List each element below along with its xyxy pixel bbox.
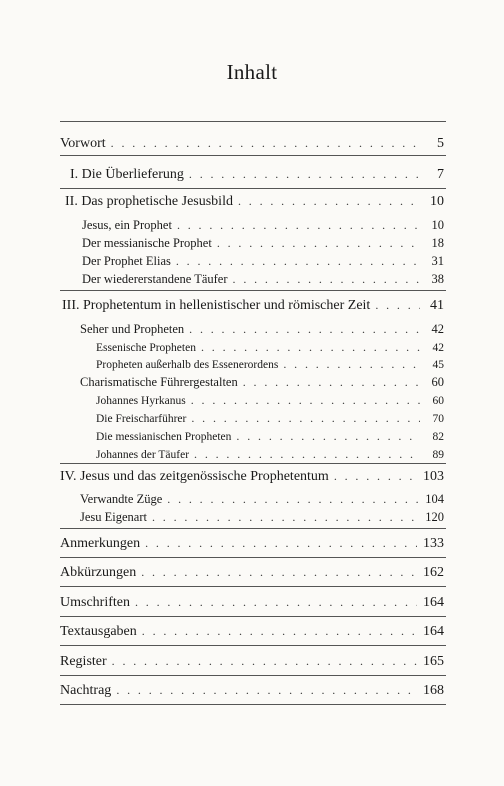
- leader-dots: [283, 358, 420, 370]
- toc-entry-label: Der wiedererstandene Täufer: [82, 272, 228, 286]
- toc-entry[interactable]: [80, 493, 444, 506]
- toc-entry-label: Johannes der Täufer: [96, 449, 190, 461]
- leader-dots: [238, 195, 420, 207]
- toc-entry-label: IV. Jesus und das zeitgenössische Prophetentum: [60, 469, 329, 484]
- toc-entry-page: 45: [432, 359, 444, 371]
- leader-dots: [191, 412, 420, 424]
- toc-entry-chapter-4[interactable]: [60, 470, 444, 484]
- toc-entry-page: 70: [432, 413, 444, 425]
- divider: [60, 586, 446, 587]
- divider: [60, 645, 446, 646]
- toc-entry-page: 18: [431, 236, 444, 250]
- toc-entry-page: 165: [423, 654, 444, 669]
- divider: [60, 557, 446, 558]
- leader-dots: [135, 596, 417, 608]
- toc-entry-label: Vorwort: [60, 136, 106, 151]
- toc-entry-label: Propheten außerhalb des Essenerordens: [96, 359, 279, 371]
- toc-entry-label: III. Prophetentum in hellenistischer und römischer Zeit: [62, 298, 371, 313]
- toc-entry[interactable]: [82, 219, 444, 232]
- leader-dots: [112, 655, 417, 667]
- toc-entry[interactable]: [96, 394, 444, 408]
- divider: [60, 290, 446, 291]
- toc-entry-chapter-3[interactable]: [62, 299, 444, 313]
- divider: [60, 704, 446, 705]
- toc-entry[interactable]: [96, 430, 444, 444]
- leader-dots: [201, 341, 420, 353]
- leader-dots: [194, 448, 420, 460]
- toc-entry-nachtrag[interactable]: [60, 684, 444, 698]
- page-title: Inhalt: [226, 60, 278, 84]
- toc-entry-label: Der Prophet Elias: [82, 254, 171, 268]
- toc-entry-page: 31: [431, 254, 444, 268]
- leader-dots: [141, 566, 417, 578]
- toc-entry-page: 89: [432, 449, 444, 461]
- toc-entry[interactable]: [96, 448, 444, 462]
- toc-entry[interactable]: [80, 323, 444, 336]
- toc-entry[interactable]: [96, 412, 444, 426]
- toc-entry-label: Johannes Hyrkanus: [96, 395, 186, 407]
- toc-entry-page: 41: [430, 298, 444, 313]
- toc-entry-vorwort[interactable]: [60, 137, 444, 151]
- toc-entry[interactable]: [80, 376, 444, 389]
- toc-entry-page: 42: [432, 342, 444, 354]
- divider: [60, 155, 446, 156]
- toc-entry-label: Seher und Propheten: [80, 322, 185, 336]
- toc-entry-page: 42: [431, 322, 444, 336]
- leader-dots: [111, 137, 420, 149]
- leader-dots: [191, 394, 420, 406]
- toc-entry[interactable]: [96, 341, 444, 355]
- toc-entry-page: 7: [437, 167, 444, 182]
- divider: [60, 675, 446, 676]
- leader-dots: [142, 625, 417, 637]
- toc-entry-page: 164: [423, 595, 444, 610]
- toc-entry-page: 10: [430, 194, 444, 209]
- toc-entry-label: Textausgaben: [60, 624, 137, 639]
- toc-entry-textausgaben[interactable]: [60, 625, 444, 639]
- leader-dots: [167, 493, 419, 505]
- toc-entry-page: 38: [431, 272, 444, 286]
- leader-dots: [189, 168, 420, 180]
- toc-entry[interactable]: [82, 273, 444, 286]
- leader-dots: [176, 255, 420, 267]
- toc-entry-chapter-1[interactable]: [70, 168, 444, 182]
- toc-entry-label: Die messianischen Propheten: [96, 431, 232, 443]
- toc-entry-page: 164: [423, 624, 444, 639]
- toc-entry-page: 82: [432, 431, 444, 443]
- toc-entry-label: Register: [60, 654, 107, 669]
- leader-dots: [243, 376, 420, 388]
- toc-entry-chapter-2[interactable]: [65, 195, 444, 209]
- toc-entry-page: 60: [431, 375, 444, 389]
- leader-dots: [177, 219, 420, 231]
- divider: [60, 616, 446, 617]
- toc-entry-label: Essenische Propheten: [96, 342, 196, 354]
- toc-entry-label: II. Das prophetische Jesusbild: [65, 194, 233, 209]
- toc-entry-page: 162: [423, 565, 444, 580]
- toc-entry-label: Der messianische Prophet: [82, 236, 212, 250]
- toc-entry[interactable]: [96, 358, 444, 372]
- leader-dots: [152, 511, 419, 523]
- toc-entry-label: Verwandte Züge: [80, 492, 163, 506]
- toc-entry-page: 133: [423, 536, 444, 551]
- toc-entry-page: 120: [425, 510, 444, 524]
- toc-entry-label: Umschriften: [60, 595, 130, 610]
- leader-dots: [116, 684, 417, 696]
- toc-entry-label: Jesu Eigenart: [80, 510, 147, 524]
- toc-entry-page: 103: [423, 469, 444, 484]
- leader-dots: [334, 470, 417, 482]
- toc-entry-page: 10: [431, 218, 444, 232]
- leader-dots: [145, 537, 417, 549]
- toc-entry-register[interactable]: [60, 655, 444, 669]
- leader-dots: [233, 273, 420, 285]
- toc-entry-anmerkungen[interactable]: [60, 537, 444, 551]
- toc-entry-page: 104: [425, 492, 444, 506]
- leader-dots: [236, 430, 420, 442]
- toc-entry-label: Nachtrag: [60, 683, 112, 698]
- divider: [60, 121, 446, 122]
- toc-entry[interactable]: [80, 511, 444, 524]
- leader-dots: [189, 323, 420, 335]
- toc-entry-page: 168: [423, 683, 444, 698]
- toc-entry-label: I. Die Überlieferung: [70, 167, 184, 182]
- divider: [60, 188, 446, 189]
- leader-dots: [217, 237, 420, 249]
- toc-entry-label: Die Freischarführer: [96, 413, 187, 425]
- leader-dots: [375, 299, 420, 311]
- toc-entry-label: Jesus, ein Prophet: [82, 218, 172, 232]
- toc-entry-label: Abkürzungen: [60, 565, 137, 580]
- toc-entry[interactable]: [82, 255, 444, 268]
- toc-entry-umschriften[interactable]: [60, 596, 444, 610]
- toc-entry[interactable]: [82, 237, 444, 250]
- divider: [60, 463, 446, 464]
- toc-entry-page: 5: [437, 136, 444, 151]
- toc-entry-label: Anmerkungen: [60, 536, 141, 551]
- toc-entry-label: Charismatische Führergestalten: [80, 375, 238, 389]
- toc-entry-page: 60: [432, 395, 444, 407]
- toc-entry-abkuerzungen[interactable]: [60, 566, 444, 580]
- divider: [60, 528, 446, 529]
